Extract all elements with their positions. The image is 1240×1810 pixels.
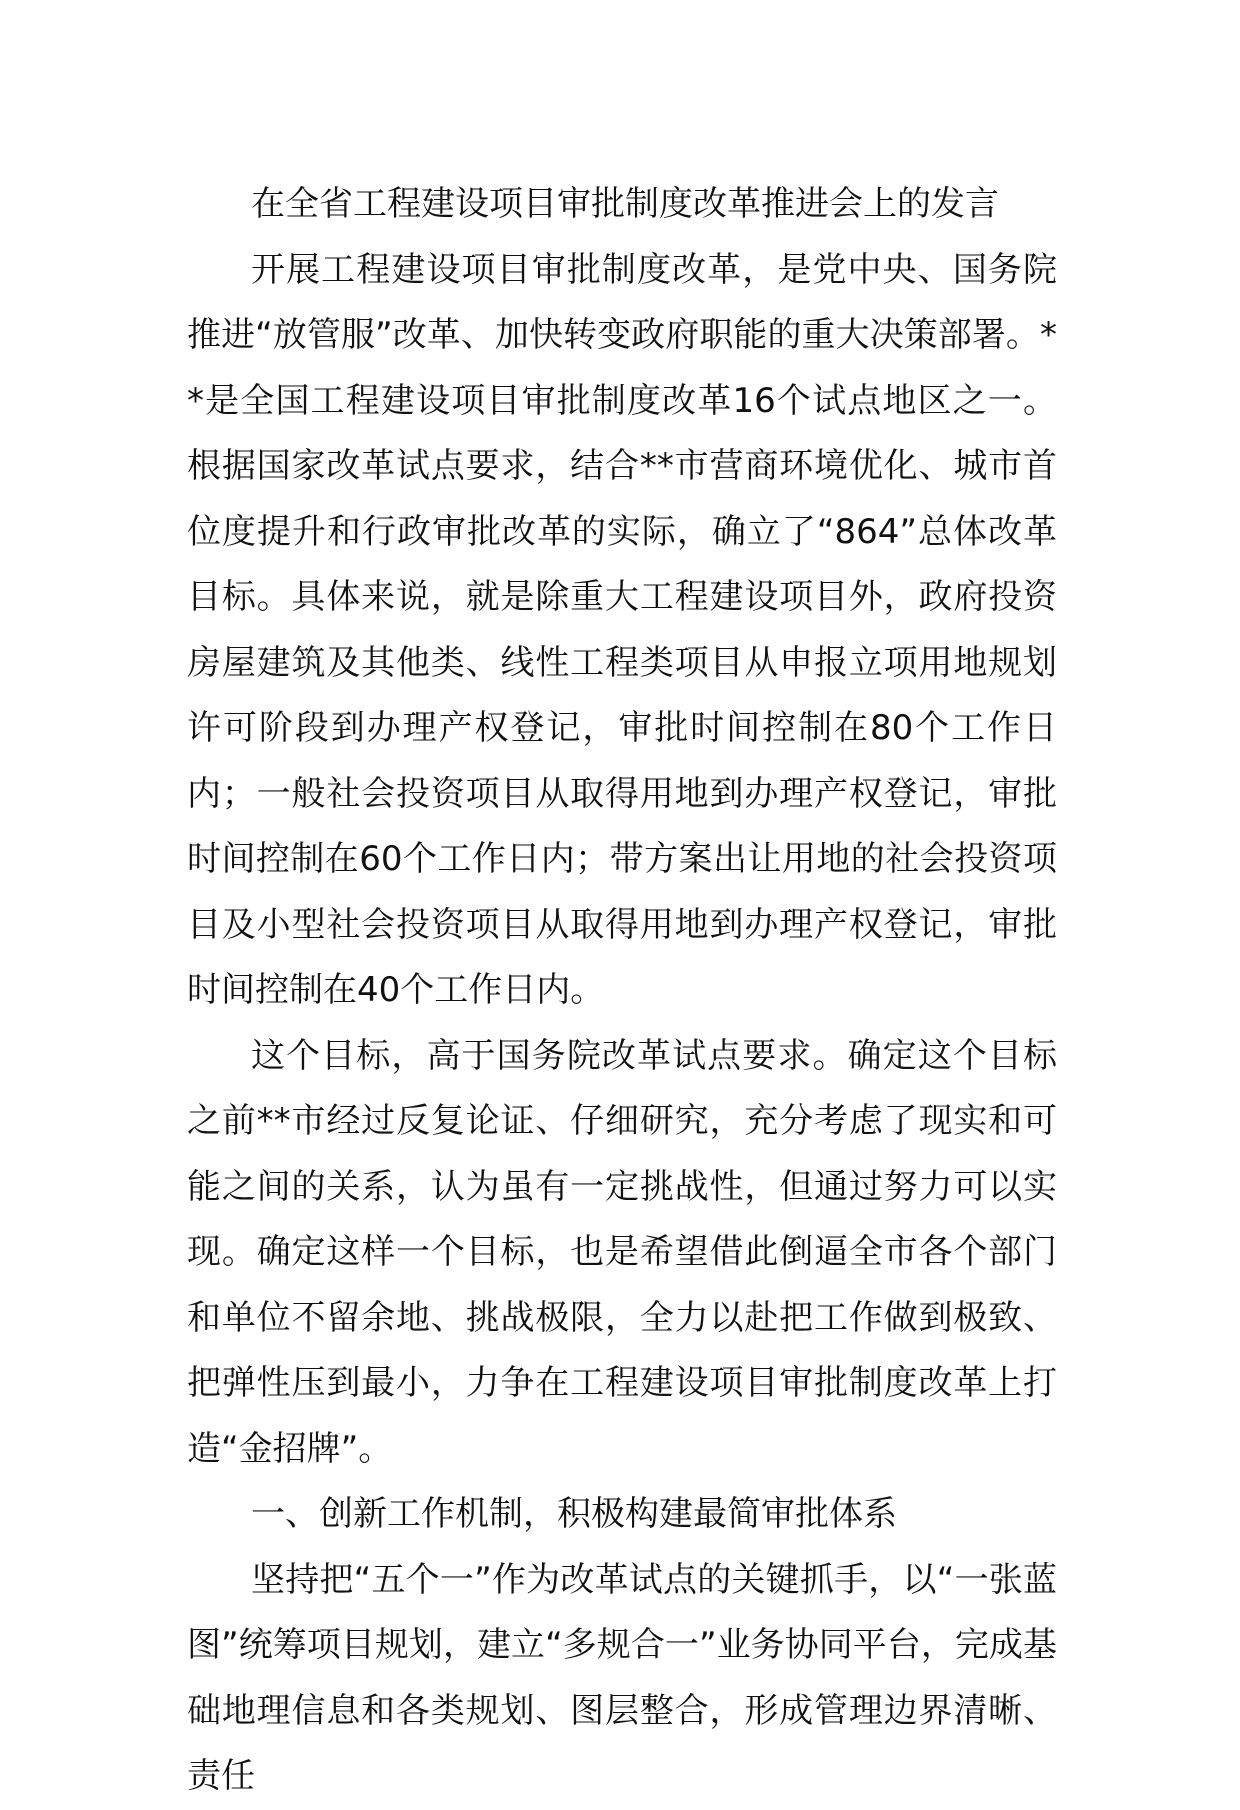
section-heading-1: 一、创新工作机制，积极构建最简审批体系 <box>251 1494 897 1534</box>
document-body <box>187 172 1057 1810</box>
paragraph-goal: 这个目标，高于国务院改革试点要求。确定这个目标之前**市经过反复论证、仔细研究，充分考虑了现实和可能之间的关系，认为虽有一定挑战性，但通过努力可以实现。确定这样一个目标，也是希望借此倒逼全市各个部门和单位不留余地、挑战极限，全力以赴把工作做到极致、把弹性压到最小，力争在工程建设项目审批制度改革上打造“金招牌”。 <box>187 1035 1057 1469</box>
paragraph-five-ones: 坚持把“五个一”作为改革试点的关键抓手，以“一张蓝图”统筹项目规划，建立“多规合一”业务协同平台，完成基础地理信息和各类规划、图层整合，形成管理边界清晰、责任 <box>187 1559 1057 1796</box>
paragraph-intro: 开展工程建设项目审批制度改革，是党中央、国务院推进“放管服”改革、加快转变政府职能的重大决策部署。**是全国工程建设项目审批制度改革16个试点地区之一。根据国家改革试点要求，结合**市营商环境优化、城市首位度提升和行政审批改革的实际，确立了“864”总体改革目标。具体来说，就是除重大工程建设项目外，政府投资房屋建筑及其他类、线性工程类项目从申报立项用地规划许可阶段到办理产权登记，审批时间控制在80个工作日内；一般社会投资项目从取得用地到办理产权登记，审批时间控制在60个工作日内；带方案出让用地的社会投资项目及小型社会投资项目从取得用地到办理产权登记，审批时间控制在40个工作日内。 <box>187 249 1057 1010</box>
document-title: 在全省工程建设项目审批制度改革推进会上的发言 <box>251 184 999 224</box>
